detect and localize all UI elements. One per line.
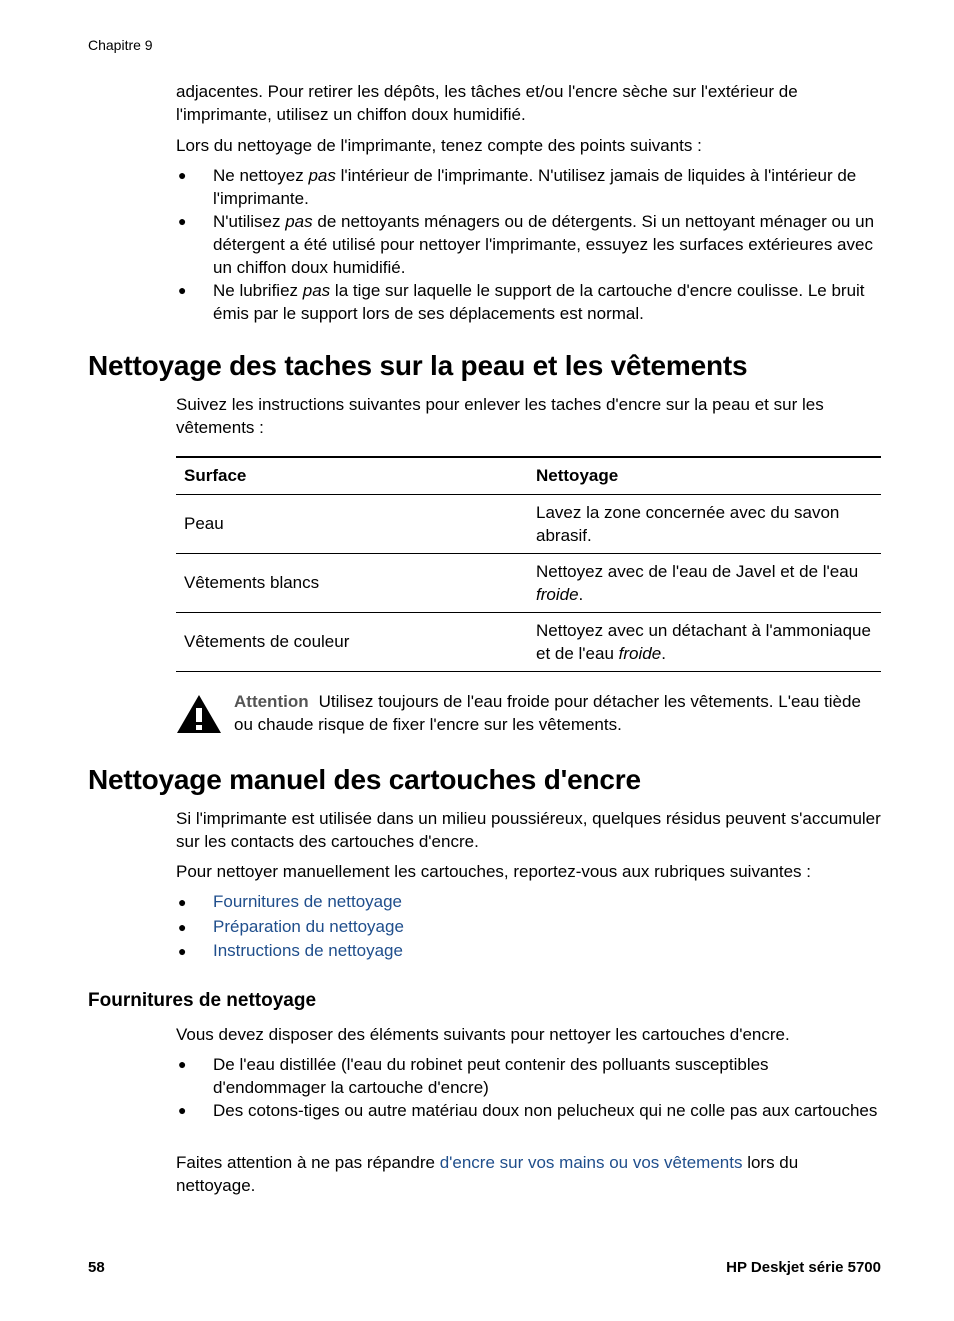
warning-label: Attention xyxy=(234,692,309,711)
intro-bullet-list xyxy=(176,164,881,325)
warning-triangle-icon xyxy=(176,694,222,734)
running-header-chapter: Chapitre 9 xyxy=(88,37,153,53)
subsection-heading-fournitures: Fournitures de nettoyage xyxy=(88,990,317,1011)
table-row xyxy=(176,553,881,612)
bullet-icon: ● xyxy=(178,918,187,935)
list-item xyxy=(176,890,881,915)
list-item: ● De l'eau distillée (l'eau du robinet peut contenir des polluants susceptibles d'endommager la cartouche d'encre) xyxy=(178,1055,769,1097)
bullet-icon: ● xyxy=(178,894,187,910)
bullet-icon: ● xyxy=(178,1102,187,1118)
column-header-surface: Surface xyxy=(184,466,247,486)
table-row xyxy=(176,612,881,671)
column-header-nettoyage: Nettoyage xyxy=(536,466,619,486)
section-heading-stains: Nettoyage des taches sur la peau et les vêtements xyxy=(88,350,748,381)
list-item: ● Ne lubrifiez pas la tige sur laquelle le support de la cartouche d'encre coulisse. Le bruit émis par le support lors de ses déplacements est normal. xyxy=(178,281,865,323)
cell-nettoyage: Nettoyez avec de l'eau de Javel et de l'eau froide. xyxy=(536,561,859,604)
list-item xyxy=(176,915,881,940)
table-row xyxy=(176,494,881,553)
subsection-intro: Vous devez disposer des éléments suivants pour nettoyer les cartouches d'encre. xyxy=(176,1025,790,1044)
cell-nettoyage: Lavez la zone concernée avec du savon abrasif. xyxy=(536,502,840,545)
bullet-icon: ● xyxy=(178,167,187,183)
bullet-icon: ● xyxy=(178,943,187,959)
subsection-closing: Faites attention à ne pas répandre d'encre sur vos mains ou vos vêtements lors du nettoyage. xyxy=(176,1153,799,1195)
link-fournitures[interactable]: Fournitures de nettoyage xyxy=(213,892,403,911)
section-stains-intro: Suivez les instructions suivantes pour enlever les taches d'encre sur la peau et sur les vêtements : xyxy=(176,395,824,437)
list-item: ● Des cotons-tiges ou autre matériau doux non pelucheux qui ne colle pas aux cartouches xyxy=(178,1101,878,1120)
cell-surface: Vêtements de couleur xyxy=(184,632,350,651)
supplies-bullet-list xyxy=(176,1053,881,1122)
section-manual-para2: Pour nettoyer manuellement les cartouches, reportez-vous aux rubriques suivantes : xyxy=(176,862,811,881)
link-preparation[interactable]: Préparation du nettoyage xyxy=(213,916,404,936)
cell-nettoyage: Nettoyez avec un détachant à l'ammoniaque et de l'eau froide. xyxy=(536,620,871,663)
intro-continuation: adjacentes. Pour retirer les dépôts, les tâches et/ou l'encre sèche sur l'extérieur de l'imprimante, utilisez un chiffon doux humidifié. xyxy=(176,82,798,124)
cell-surface: Peau xyxy=(184,514,224,533)
link-instructions[interactable]: Instructions de nettoyage xyxy=(213,941,403,960)
footer-product-title: HP Deskjet série 5700 xyxy=(726,1259,881,1276)
warning-text: Attention Utilisez toujours de l'eau froide pour détacher les vêtements. L'eau tiède ou chaude risque de fixer l'encre sur les vêtements. xyxy=(234,692,861,734)
stain-cleaning-table xyxy=(176,456,881,672)
bullet-icon: ● xyxy=(178,213,187,229)
section-heading-manual-cleaning: Nettoyage manuel des cartouches d'encre xyxy=(88,764,641,795)
cell-surface: Vêtements blancs xyxy=(184,573,320,592)
link-ink-on-hands[interactable]: d'encre sur vos mains ou vos vêtements xyxy=(439,1153,743,1172)
list-item: ● N'utilisez pas de nettoyants ménagers ou de détergents. Si un nettoyant ménager ou un détergent a été utilisé pour nettoyer l'imprimante, essuyez les surfaces extérieures avec un chiffon doux humidifié. xyxy=(178,212,875,277)
table-header-row xyxy=(176,457,881,494)
bullet-icon: ● xyxy=(178,282,187,298)
list-item xyxy=(176,939,881,964)
bullet-icon: ● xyxy=(178,1056,187,1072)
intro-lead: Lors du nettoyage de l'imprimante, tenez compte des points suivants : xyxy=(176,136,702,155)
footer-page-number: 58 xyxy=(88,1259,105,1276)
section-manual-para1: Si l'imprimante est utilisée dans un milieu poussiéreux, quelques résidus peuvent s'accumuler sur les contacts des cartouches d'encre. xyxy=(176,809,881,851)
topic-link-list xyxy=(176,890,881,964)
list-item: ● Ne nettoyez pas l'intérieur de l'imprimante. N'utilisez jamais de liquides à l'intérieur de l'imprimante. xyxy=(178,166,857,208)
